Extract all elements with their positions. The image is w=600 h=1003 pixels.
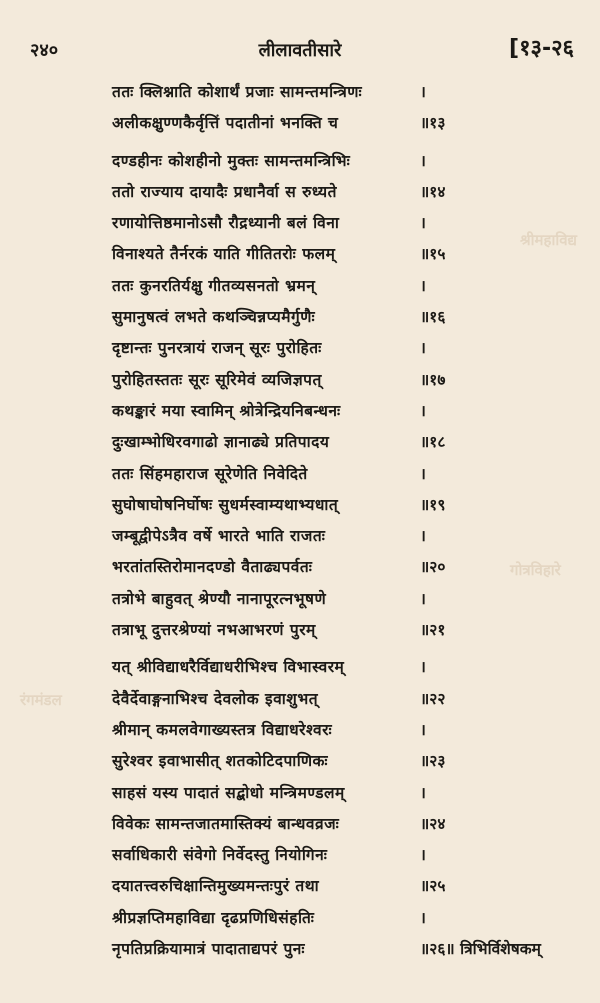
show-through-text: रंगमंडल — [20, 691, 62, 709]
verse-line — [0, 874, 600, 905]
verse-text: पुरोहितस्ततः सूरः सूरिमेवं व्यजिज्ञपत् — [112, 370, 322, 389]
verse-end-marker: ॥२० — [420, 558, 446, 577]
verse-text: दृष्टान्तः पुनरत्रायं राजन् सूरः पुरोहितः — [112, 339, 322, 358]
verse-line — [0, 368, 600, 399]
verse-end-marker: ॥२१ — [420, 621, 446, 640]
verse-end-marker: । — [420, 151, 426, 170]
verse-end-marker: ॥१६ — [420, 308, 446, 327]
verse-line — [0, 336, 600, 367]
show-through-text: गोत्रविहारे — [510, 561, 561, 579]
verse-end-marker: । — [420, 720, 426, 739]
verse-line — [0, 80, 600, 111]
verse-end-marker: । — [420, 527, 426, 546]
verse-end-marker: ॥१८ — [420, 433, 446, 452]
verse-text: श्रीप्रज्ञप्तिमहाविद्या दृढप्रणिधिसंहतिः — [112, 908, 315, 927]
verse-line — [0, 781, 600, 812]
verse-end-marker: । — [420, 908, 426, 927]
verse-end-marker: ॥२२ — [420, 689, 446, 708]
verse-end-marker: । — [420, 339, 426, 358]
verse-text: रणायोत्तिष्ठमानोऽसौ रौद्रध्यानी बलं विना — [112, 214, 340, 233]
verse-text: दुःखाम्भोधिरवगाढो ज्ञानाढ्ये प्रतिपादय — [112, 433, 330, 452]
verse-line — [0, 430, 600, 461]
verse-end-marker: ॥२४ — [420, 814, 446, 833]
verse-text: ततः क्लिश्नाति कोशार्थं प्रजाः सामन्तमन्त्रिणः — [112, 83, 363, 101]
verse-end-marker: ॥२६॥ त्रिभिर्विशेषकम् — [420, 940, 541, 959]
verse-line — [0, 687, 600, 718]
show-through-text: श्रीमहाविद्य — [520, 231, 578, 249]
verse-line — [0, 305, 600, 336]
verse-end-marker: ॥१४ — [420, 182, 446, 201]
verse-text: भरतांतस्तिरोमानदण्डो वैताढ्यपर्वतः — [112, 558, 313, 577]
verse-end-marker: । — [420, 783, 426, 802]
verse-line — [0, 242, 600, 273]
page-number: २४० — [30, 40, 59, 61]
verse-text: दण्डहीनः कोशहीनो मुक्तः सामन्तमन्त्रिभिः — [112, 151, 351, 170]
verse-end-marker: ॥२५ — [420, 877, 446, 896]
verse-text: कथङ्कारं मया स्वामिन् श्रोत्रेन्द्रियनिबन्धनः — [112, 401, 341, 420]
verse-line — [0, 111, 600, 142]
verse-text: अलीकक्षुण्णकैर्वृत्तिं पदातीनां भनक्ति च — [112, 114, 339, 133]
verse-line — [0, 843, 600, 874]
verse-text: ततः सिंहमहाराज सूरेणेति निवेदिते — [112, 464, 308, 483]
verse-text: देवैर्देवाङ्गनाभिश्च देवलोक इवाशुभत् — [112, 689, 319, 708]
verse-line — [0, 211, 600, 242]
verse-end-marker: । — [420, 276, 426, 295]
verse-line — [0, 906, 600, 937]
verse-line — [0, 462, 600, 493]
verse-line — [0, 937, 600, 968]
verse-text: सुमानुषत्वं लभते कथञ्चिन्नप्यमैर्गुणैः — [112, 308, 316, 327]
verse-line — [0, 618, 600, 649]
verse-text: ततः कुनरतिर्यक्षु गीतव्यसनतो भ्रमन् — [112, 276, 316, 295]
verse-text: यत् श्रीविद्याधरैर्विद्याधरीभिश्च विभास्वरम् — [112, 658, 345, 677]
verse-line — [0, 493, 600, 524]
verse-line — [0, 812, 600, 843]
verse-line — [0, 587, 600, 618]
verse-text: श्रीमान् कमलवेगाख्यस्तत्र विद्याधरेश्वरः — [112, 720, 333, 739]
verse-end-marker: । — [420, 658, 426, 677]
verse-end-marker: । — [420, 846, 426, 865]
verse-text: सुरेश्वर इवाभासीत् शतकोटिदपाणिकः — [112, 752, 329, 771]
verse-end-marker: ॥२३ — [420, 752, 446, 771]
verse-end-marker: । — [420, 401, 426, 420]
verse-range: [१३-२६ — [509, 36, 574, 61]
verse-line — [0, 555, 600, 586]
verse-end-marker: ॥१९ — [420, 495, 446, 514]
verse-text: जम्बूद्वीपेऽत्रैव वर्षे भारते भाति राजतः — [112, 527, 326, 546]
verse-line — [0, 399, 600, 430]
verse-end-marker: । — [420, 214, 426, 233]
verse-text: विवेकः सामन्तजातमास्तिक्यं बान्धवव्रजः — [112, 814, 340, 833]
verse-end-marker: । — [420, 589, 426, 608]
verse-text: दयातत्त्वरुचिक्षान्तिमुख्यमन्तःपुरं तथा — [112, 877, 320, 896]
verse-end-marker: । — [420, 464, 426, 483]
verse-lines — [0, 80, 600, 968]
verse-end-marker: ॥१७ — [420, 370, 446, 389]
verse-line — [0, 149, 600, 180]
verse-text: विनाश्यते तैर्नरकं याति गीतितरोः फलम् — [112, 245, 336, 264]
verse-text: सुघोषाघोषनिर्घोषः सुधर्मस्वाम्यथाभ्यधात् — [112, 495, 339, 514]
verse-end-marker: । — [420, 83, 426, 101]
verse-text: सर्वाधिकारी संवेगो निर्वेदस्तु नियोगिनः — [112, 846, 328, 865]
verse-end-marker: ॥१३ — [420, 114, 446, 133]
running-title: लीलावतीसारे — [258, 40, 342, 61]
verse-end-marker: ॥१५ — [420, 245, 446, 264]
page-header — [0, 32, 600, 62]
verse-text: साहसं यस्य पादातं सद्बोधो मन्त्रिमण्डलम् — [112, 783, 345, 802]
verse-line — [0, 274, 600, 305]
verse-text: तत्राभू दुत्तरश्रेण्यां नभआभरणं पुरम् — [112, 621, 316, 640]
verse-text: ततो राज्याय दायादैः प्रधानैर्वा स रुध्यते — [112, 182, 337, 201]
verse-line — [0, 749, 600, 780]
verse-line — [0, 524, 600, 555]
verse-text: तत्रोभे बाहुवत् श्रेण्यौ नानापूरत्नभूषणे — [112, 589, 327, 608]
verse-line — [0, 718, 600, 749]
verse-line — [0, 180, 600, 211]
verse-line — [0, 655, 600, 686]
verse-text: नृपतिप्रक्रियामात्रं पादाताद्यपरं पुनः — [112, 940, 305, 959]
